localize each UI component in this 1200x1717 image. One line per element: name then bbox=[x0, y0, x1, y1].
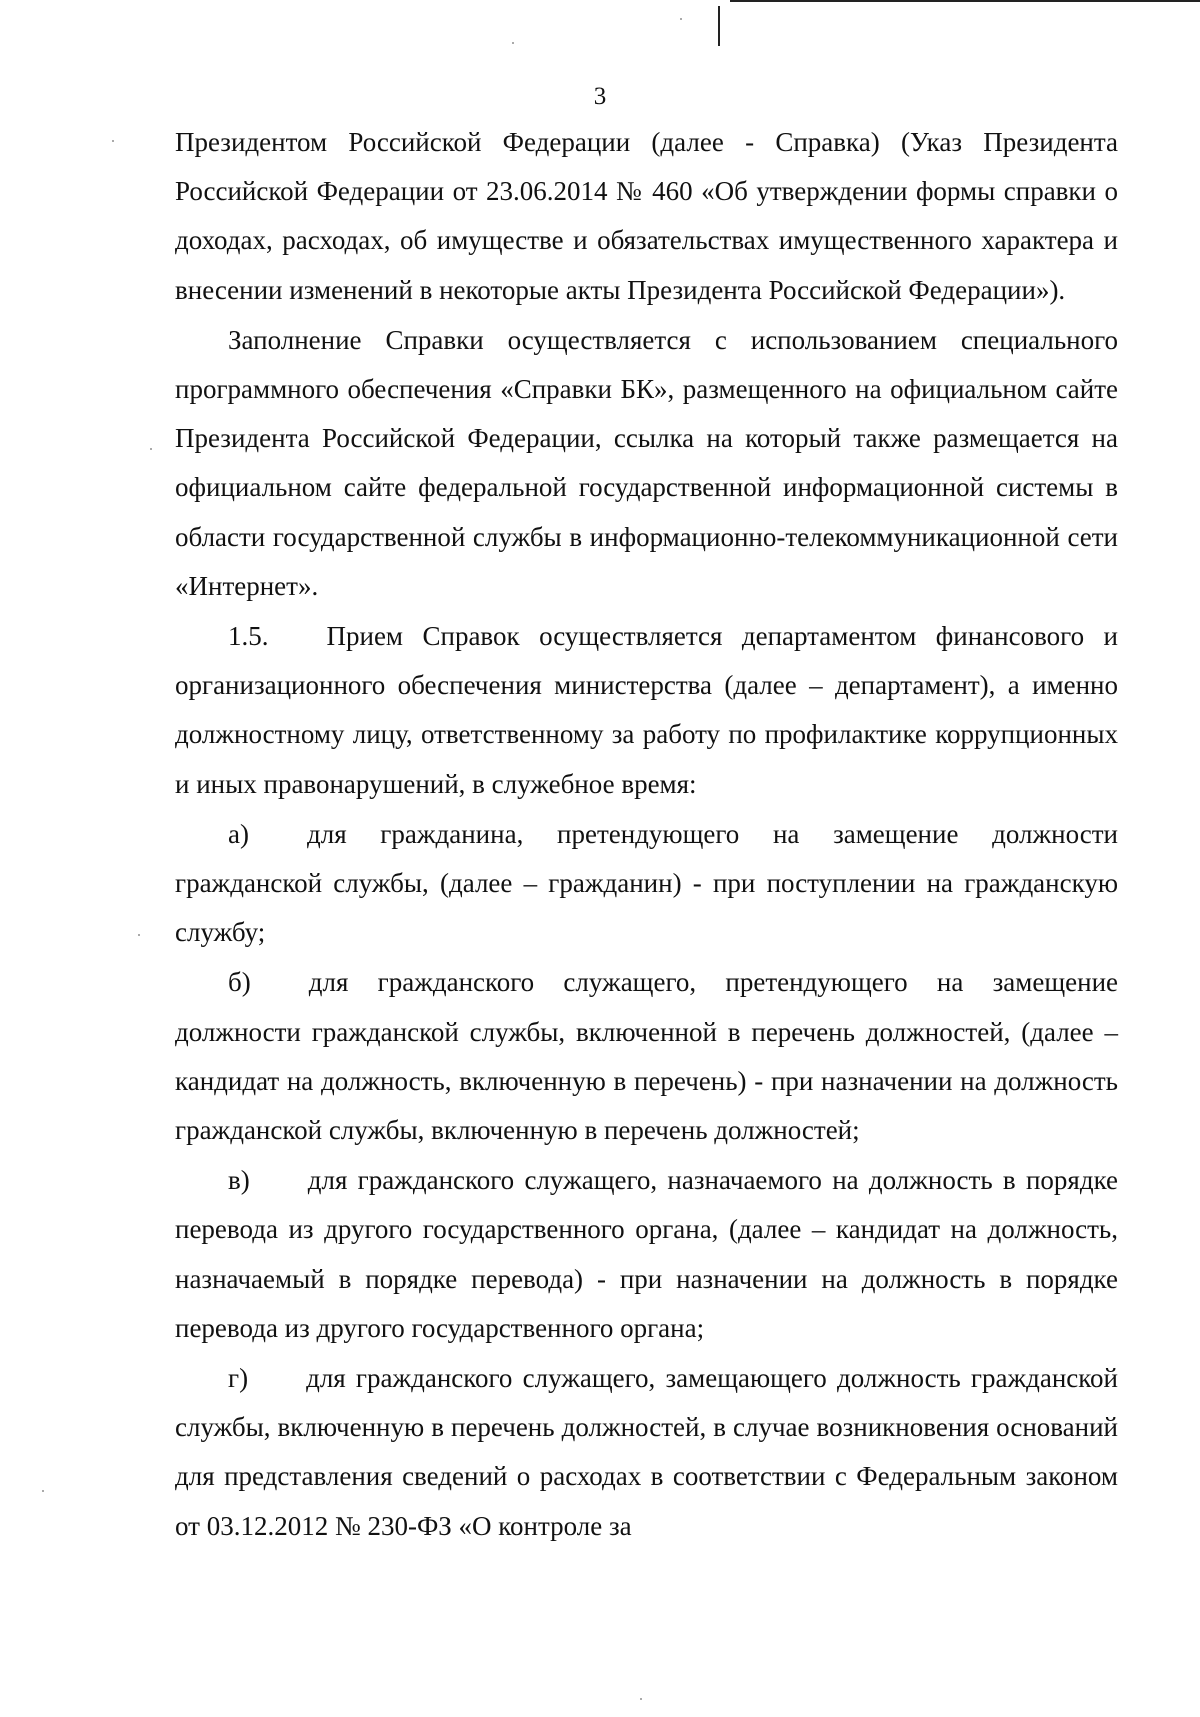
list-item-b bbox=[175, 958, 1118, 1155]
list-item-text: для гражданского служащего, назначаемого на должность в порядке перевода из другого государственного органа, (далее – кандидат на должность, назначаемый в порядке перевода) - при назначении на должность в порядке перевода из другого государственного органа; bbox=[175, 1165, 1118, 1343]
scan-artifact-vertical-mark bbox=[718, 6, 720, 46]
list-item-label: г) bbox=[228, 1363, 249, 1394]
scan-speck bbox=[42, 1490, 44, 1492]
list-item-text: для гражданского служащего, замещающего должность гражданской службы, включенную в перечень должностей, в случае возникновения оснований для представления сведений о расходах в соответствии с Федеральным законом от 03.12.2012 № 230-ФЗ «О контроле за bbox=[175, 1363, 1118, 1541]
list-item-a bbox=[175, 810, 1118, 958]
scan-speck bbox=[680, 18, 682, 20]
scan-speck bbox=[138, 934, 140, 936]
scan-artifact-top-line bbox=[730, 0, 1200, 2]
scan-speck bbox=[640, 1698, 642, 1700]
paragraph-filling-procedure: Заполнение Справки осуществляется с использованием специального программного обеспечения «Справки БК», размещенного на официальном сайте Президента Российской Федерации, ссылка на который также размещается на официальном сайте федеральной государственной информационной системы в области государственной службы в информационно-телекоммуникационной сети «Интернет». bbox=[175, 324, 1118, 601]
document-body bbox=[175, 118, 1118, 1552]
page-number: 3 bbox=[593, 83, 607, 110]
list-item-text: для гражданина, претендующего на замещение должности гражданской службы, (далее – гражданин) - при поступлении на гражданскую службу; bbox=[175, 818, 1118, 948]
list-item-g bbox=[175, 1354, 1118, 1551]
list-item-label: а) bbox=[228, 818, 249, 849]
scan-speck bbox=[512, 42, 514, 44]
clause-number: 1.5. bbox=[228, 621, 269, 652]
paragraph-reference: Президентом Российской Федерации (далее - Справка) (Указ Президента Российской Федерации от 23.06.2014 № 460 «Об утверждении формы справки о доходах, расходах, об имуществе и обязательствах имущественного характера и внесении изменений в некоторые акты Президента Российской Федерации»). bbox=[175, 127, 1118, 305]
clause-text: Прием Справок осуществляется департаментом финансового и организационного обеспечения министерства (далее – департамент), а именно должностному лицу, ответственному за работу по профилактике коррупционных и иных правонарушений, в служебное время: bbox=[175, 621, 1118, 799]
list-item-label: б) bbox=[228, 967, 251, 998]
list-item-v bbox=[175, 1156, 1118, 1353]
list-item-text: для гражданского служащего, претендующего на замещение должности гражданской службы, включенной в перечень должностей, (далее – кандидат на должность, включенную в перечень) - при назначении на должность гражданской службы, включенную в перечень должностей; bbox=[175, 967, 1118, 1146]
scan-speck bbox=[150, 448, 152, 450]
list-item-label: в) bbox=[228, 1165, 250, 1196]
scan-speck bbox=[112, 140, 114, 142]
paragraph-1-5 bbox=[175, 612, 1118, 809]
